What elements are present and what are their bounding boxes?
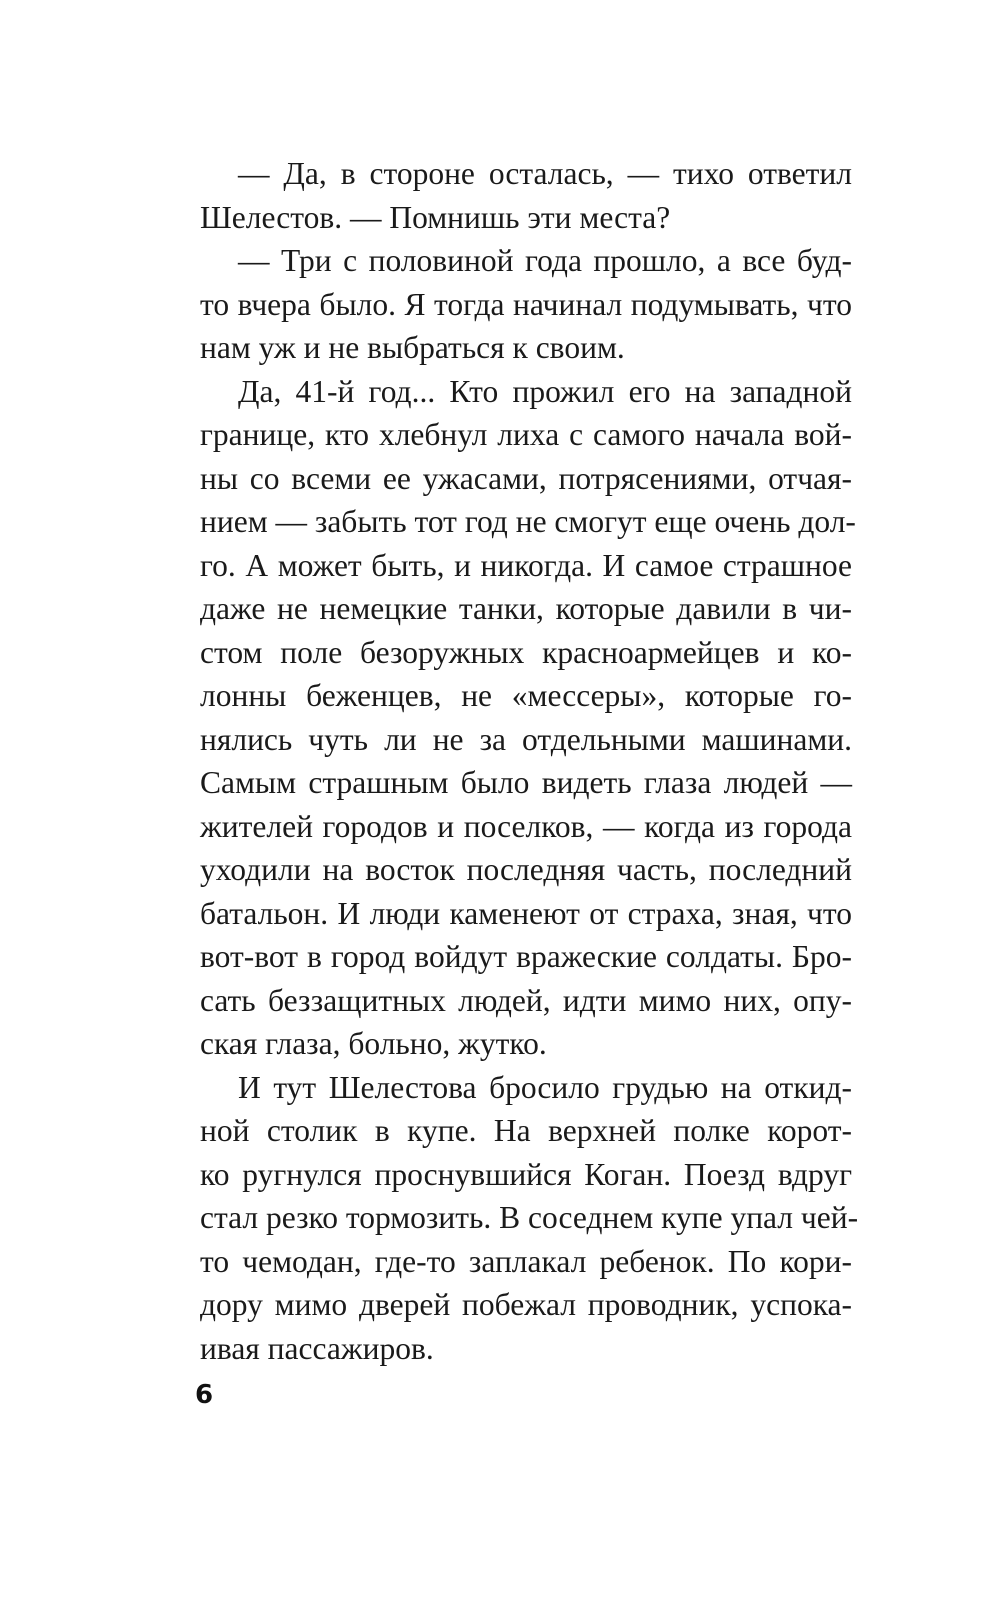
text-line: ной столик в купе. На верхней полке корот- (200, 1113, 852, 1148)
text-line: нием — забыть тот год не смогут еще очень дол- (200, 504, 856, 539)
page-number: 6 (195, 1380, 214, 1410)
text-line: И тут Шелестова бросило грудью на откид- (238, 1069, 852, 1105)
text-line: ко ругнулся проснувшийся Коган. Поезд вдруг (200, 1156, 852, 1192)
text-line: ны со всеми ее ужасами, потрясениями, отчая- (200, 460, 852, 496)
text-line: ская глаза, больно, жутко. (200, 1026, 547, 1061)
text-line: жителей городов и поселков, — когда из города (200, 808, 852, 844)
text-line: Да, 41-й год... Кто прожил его на западной (238, 373, 852, 409)
text-line: уходили на восток последняя часть, последний (200, 852, 852, 887)
text-line: нялись чуть ли не за отдельными машинами. (200, 721, 852, 757)
text-line: вот-вот в город войдут вражеские солдаты. Бро- (200, 939, 852, 974)
text-line: го. А может быть, и никогда. И самое страшное (200, 547, 852, 583)
text-line: лонны беженцев, не «мессеры», которые го- (200, 678, 852, 713)
paragraph (200, 1066, 859, 1371)
paragraph (200, 370, 856, 1066)
text-line: Шелестов. — Помнишь эти места? (200, 199, 671, 235)
text-line: Самым страшным было видеть глаза людей — (200, 765, 852, 800)
text-line: батальон. И люди каменеют от страха, зная, что (200, 895, 852, 931)
text-line: то вчера было. Я тогда начинал подумывать, что (200, 286, 852, 322)
text-line: то чемодан, где-то заплакал ребенок. По кори- (200, 1243, 852, 1279)
text-line: даже не немецкие танки, которые давили в чи- (200, 591, 852, 626)
text-line: ивая пассажиров. (200, 1330, 434, 1366)
text-line: стом поле безоружных красноармейцев и ко- (200, 634, 852, 670)
text-line: — Три с половиной года прошло, а все буд- (238, 243, 852, 278)
text-line: границе, кто хлебнул лиха с самого начала вой- (200, 417, 852, 452)
paragraph (200, 152, 852, 239)
text-line: сать беззащитных людей, идти мимо них, опу- (200, 982, 852, 1018)
text-line: стал резко тормозить. В соседнем купе упал чей- (200, 1200, 859, 1235)
text-line: — Да, в стороне осталась, — тихо ответил (238, 156, 852, 191)
text-line: дору мимо дверей побежал проводник, успока- (200, 1287, 852, 1322)
body-text (200, 152, 859, 1370)
text-line: нам уж и не выбраться к своим. (200, 330, 625, 365)
paragraph (200, 239, 852, 370)
